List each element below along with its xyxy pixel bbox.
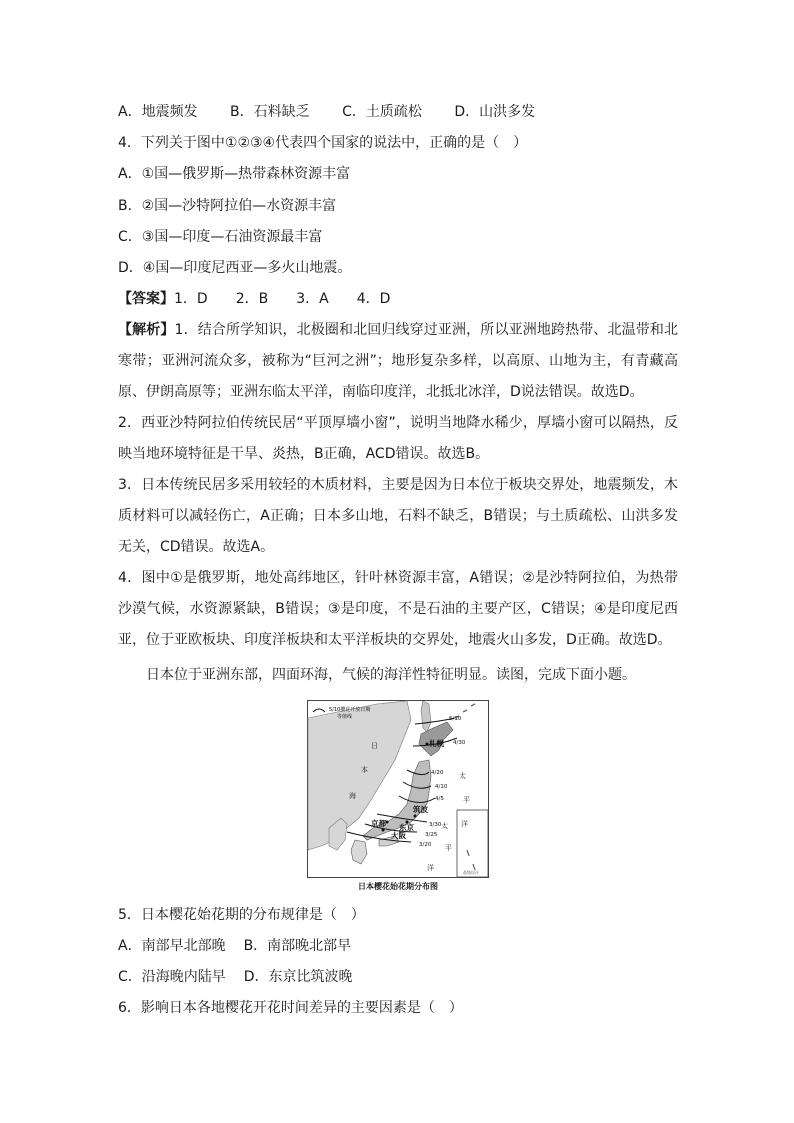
q3-option-b: B．石料缺乏 <box>230 104 310 120</box>
q4-option-c: C．③国—印度—石油资源最丰富 <box>118 229 323 245</box>
analysis-p4: 4．图中①是俄罗斯，地处高纬地区，针叶林资源丰富，A错误；②是沙特阿拉伯，为热带沙漠气候，水资源紧缺，B错误；③是印度，不是石油的主要产区，C错误；④是印度尼西亚，位于亚欧板块、印度洋板块和太平洋板块的交界处，地震火山多发，D正确。故选D。 <box>118 570 678 648</box>
city-label: 大阪 <box>391 831 406 840</box>
isoline-label: 3/25 <box>425 832 438 838</box>
analysis-block <box>118 315 678 656</box>
q3-options <box>118 102 535 122</box>
q5-option-c: C．沿海晚内陆早 <box>118 969 226 985</box>
city-label: 东京 <box>399 823 414 832</box>
ocean-label: 平 <box>463 796 470 804</box>
city-label: 札幌 <box>429 739 444 748</box>
isoline-label: 4/20 <box>431 770 444 776</box>
answer-item: 2．B <box>235 291 269 307</box>
q3-option-c: C．土质疏松 <box>342 104 422 120</box>
japan-cherry-blossom-map <box>307 700 489 878</box>
q4-option-d: D．④国—印度尼西亚—多火山地震。 <box>118 260 352 276</box>
q5-options-row1 <box>118 936 351 956</box>
legend-text: 等值线 <box>337 714 353 720</box>
ocean-label: 洋 <box>461 820 468 828</box>
map-caption: 日本樱花始花期分布图 <box>358 882 438 891</box>
isoline-label: 3/20 <box>419 842 432 848</box>
isoline-label: 5/10 <box>449 716 462 722</box>
sea-label: 本 <box>361 766 368 774</box>
city-dot <box>414 815 417 818</box>
isoline-label: 4/5 <box>435 796 444 802</box>
analysis-p3: 3．日本传统民居多采用较轻的木质材料，主要是因为日本位于板块交界处，地震频发，木质材料可以减轻伤亡，A正确；日本多山地，石料不缺乏，B错误；与土质疏松、山洪多发无关，CD错误。故选A。 <box>118 477 678 555</box>
q5-option-d: D．东京比筑波晚 <box>243 969 353 985</box>
map-credit: 品级设计 <box>463 870 479 875</box>
sea-label: 海 <box>349 792 356 800</box>
q5-option-b: B．南部晚北部早 <box>243 938 352 954</box>
answer-item: 1．D <box>174 291 208 307</box>
analysis-p1: 【解析】1．结合所学知识，北极圈和北回归线穿过亚洲，所以亚洲地跨热带、北温带和北寒带；亚洲河流众多，被称为“巨河之洲”；地形复杂多样，以高原、山地为主，有青藏高原、伊朗高原等；亚洲东临太平洋，南临印度洋，北抵北冰洋，D说法错误。故选D。 <box>118 322 679 400</box>
q4-stem: 4．下列关于图中①②③④代表四个国家的说法中，正确的是（ ） <box>118 135 528 151</box>
answer-item: 4．D <box>356 291 391 307</box>
isoline-label: 4/30 <box>453 740 466 746</box>
analysis-p2: 2．西亚沙特阿拉伯传统民居“平顶厚墙小窗”，说明当地降水稀少，厚墙小窗可以隔热，反映当地环境特征是干旱、炎热，B正确，ACD错误。故选B。 <box>118 415 678 462</box>
answer-label: 【答案】 <box>118 291 174 307</box>
city-dot <box>382 829 385 832</box>
sea-label: 日 <box>371 742 378 750</box>
isoline-label: 3/30 <box>429 822 442 828</box>
q6-stem: 6．影响日本各地樱花开花时间差异的主要因素是（ ） <box>118 1000 463 1016</box>
ocean-label: 太 <box>459 772 466 780</box>
ocean-label: 平 <box>445 844 452 852</box>
q5-options-row2 <box>118 967 353 987</box>
q3-option-d: D．山洪多发 <box>454 104 536 120</box>
q5-stem: 5．日本樱花始花期的分布规律是（ ） <box>118 907 365 923</box>
q4-option-a: A．①国—俄罗斯—热带森林资源丰富 <box>118 166 351 182</box>
answer-item: 3．A <box>296 291 329 307</box>
ocean-label: 洋 <box>427 864 434 872</box>
q5-option-a: A．南部早北部晚 <box>118 938 226 954</box>
city-label: 筑波 <box>413 805 428 814</box>
answer-line <box>118 289 390 309</box>
analysis-label: 【解析】 <box>118 322 175 338</box>
intro-text: 日本位于亚洲东部，四面环海，气候的海洋性特征明显。读图，完成下面小题。 <box>146 667 636 683</box>
q3-option-a: A．地震频发 <box>118 104 198 120</box>
isoline-label: 4/10 <box>435 784 448 790</box>
ocean-label: 太 <box>441 822 448 830</box>
city-label: 京都 <box>371 819 386 828</box>
legend-text: 5/10樱花开放日期 <box>329 707 371 713</box>
q4-option-b: B．②国—沙特阿拉伯—水资源丰富 <box>118 198 337 214</box>
